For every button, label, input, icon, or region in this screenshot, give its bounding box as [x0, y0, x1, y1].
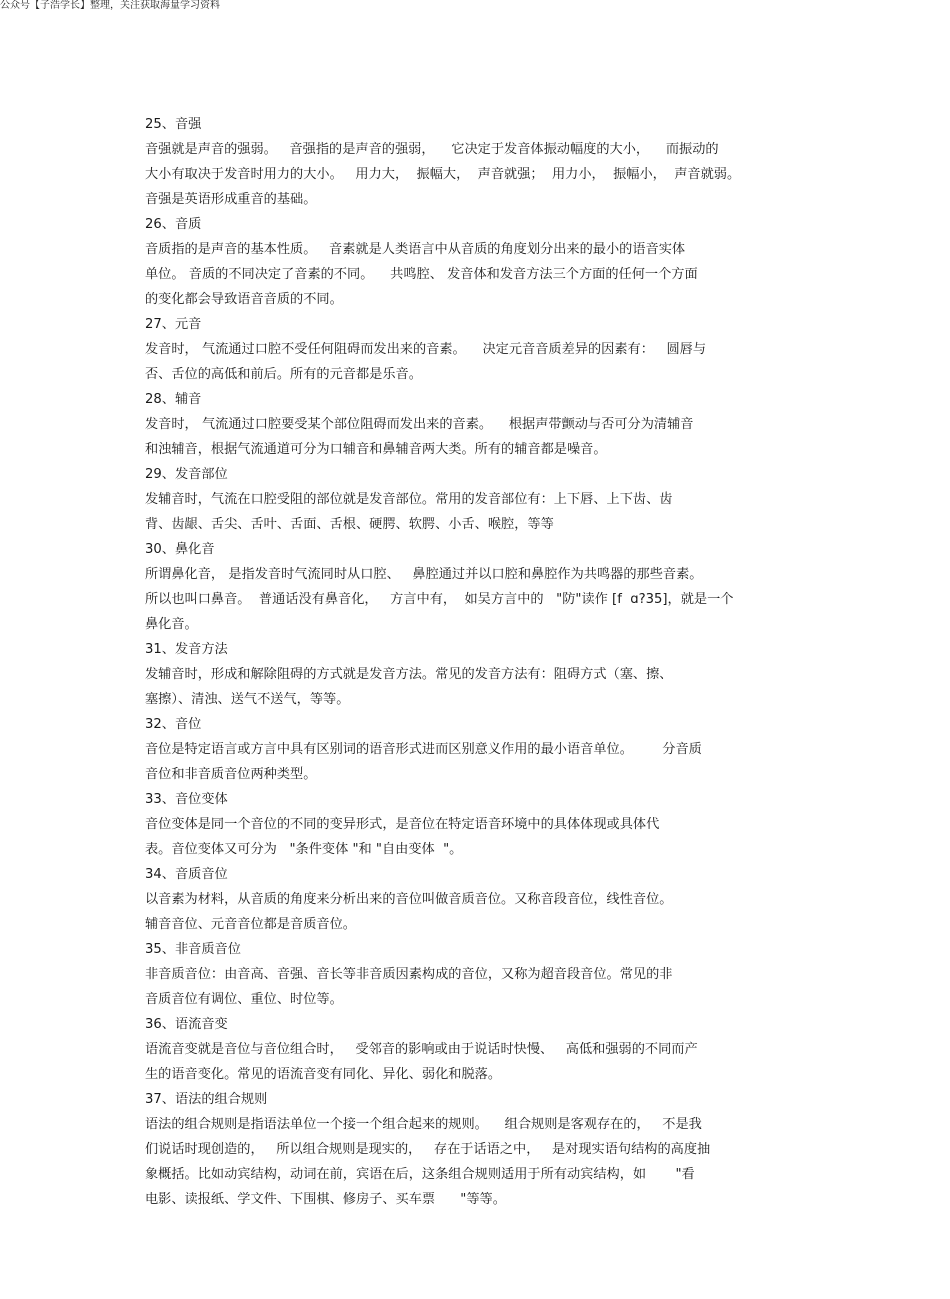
text-line: 音强是英语形成重音的基础。 [145, 192, 317, 207]
heading-35: 35、非音质音位 [145, 942, 241, 957]
heading-31: 31、发音方法 [145, 642, 228, 657]
text-line: 发音时， 气流通过口腔要受某个部位阻碍而发出来的音素。 根据声带颤动与否可分为清辅音 [145, 417, 694, 432]
text-line: 否、舌位的高低和前后。所有的元音都是乐音。 [145, 367, 422, 382]
text-line: 单位。 音质的不同决定了音素的不同。 共鸣腔、 发音体和发音方法三个方面的任何一个方面 [145, 267, 698, 282]
text-line: 辅音音位、元音音位都是音质音位。 [145, 917, 356, 932]
heading-29: 29、发音部位 [145, 467, 228, 482]
heading-34: 34、音质音位 [145, 867, 228, 882]
text-line: 鼻化音。 [145, 617, 198, 632]
heading-37: 37、语法的组合规则 [145, 1092, 268, 1107]
text-line: 所以也叫口鼻音。 普通话没有鼻音化， 方言中有， 如吴方言中的 "防"读作 [f ɑ?35]，就是一个 [145, 592, 734, 607]
text-line: 音强就是声音的强弱。 音强指的是声音的强弱， 它决定于发音体振动幅度的大小， 而振动的 [145, 142, 719, 157]
text-line: 表。音位变体又可分为 "条件变体 "和 "自由变体 "。 [145, 842, 463, 857]
text-line: 大小有取决于发音时用力的大小。 用力大， 振幅大， 声音就强； 用力小， 振幅小， 声音就弱。 [145, 167, 741, 182]
heading-33: 33、音位变体 [145, 792, 228, 807]
heading-26: 26、音质 [145, 217, 202, 232]
text-line: 的变化都会导致语音音质的不同。 [145, 292, 343, 307]
text-line: 发音时， 气流通过口腔不受任何阻碍而发出来的音素。 决定元音音质差异的因素有： 圆唇与 [145, 342, 707, 357]
text-line: 以音素为材料，从音质的角度来分析出来的音位叫做音质音位。又称音段音位，线性音位。 [145, 892, 673, 907]
text-line: 象概括。比如动宾结构，动词在前，宾语在后，这条组合规则适用于所有动宾结构，如 "看 [145, 1167, 695, 1182]
heading-32: 32、音位 [145, 717, 202, 732]
heading-36: 36、语流音变 [145, 1017, 228, 1032]
text-line: 塞擦）、清浊、送气不送气，等等。 [145, 692, 350, 707]
text-line: 音质音位有调位、重位、时位等。 [145, 992, 343, 1007]
text-line: 发辅音时，形成和解除阻碍的方式就是发音方法。常见的发音方法有：阻碍方式（塞、擦、 [145, 667, 673, 682]
heading-28: 28、辅音 [145, 392, 202, 407]
text-line: 非音质音位：由音高、音强、音长等非音质因素构成的音位，又称为超音段音位。常见的非 [145, 967, 673, 982]
document-body [145, 112, 810, 1212]
text-line: 音位变体是同一个音位的不同的变异形式，是音位在特定语音环境中的具体体现或具体代 [145, 817, 660, 832]
text-line: 语流音变就是音位与音位组合时， 受邻音的影响或由于说话时快慢、 高低和强弱的不同而产 [145, 1042, 698, 1057]
heading-30: 30、鼻化音 [145, 542, 215, 557]
text-line: 所谓鼻化音， 是指发音时气流同时从口腔、 鼻腔通过并以口腔和鼻腔作为共鸣器的那些音素。 [145, 567, 703, 582]
text-line: 背、齿龈、舌尖、舌叶、舌面、舌根、硬腭、软腭、小舌、喉腔，等等 [145, 517, 554, 532]
heading-27: 27、元音 [145, 317, 202, 332]
text-line: 生的语音变化。常见的语流音变有同化、异化、弱化和脱落。 [145, 1067, 502, 1082]
text-line: 发辅音时，气流在口腔受阻的部位就是发音部位。常用的发音部位有：上下唇、上下齿、齿 [145, 492, 673, 507]
header-note: 公众号【子浩学长】整理，关注获取海量学习资料 [0, 0, 220, 11]
text-line: 和浊辅音，根据气流通道可分为口辅音和鼻辅音两大类。所有的辅音都是噪音。 [145, 442, 607, 457]
text-line: 电影、读报纸、学文件、下围棋、修房子、买车票 "等等。 [145, 1192, 506, 1207]
text-line: 们说话时现创造的， 所以组合规则是现实的， 存在于话语之中， 是对现实语句结构的高度抽 [145, 1142, 711, 1157]
text-line: 音位和非音质音位两种类型。 [145, 767, 317, 782]
text-line: 语法的组合规则是指语法单位一个接一个组合起来的规则。 组合规则是客观存在的， 不是我 [145, 1117, 702, 1132]
heading-25: 25、音强 [145, 117, 202, 132]
text-line: 音位是特定语言或方言中具有区别词的语音形式进而区别意义作用的最小语音单位。 分音质 [145, 742, 702, 757]
text-line: 音质指的是声音的基本性质。 音素就是人类语言中从音质的角度划分出来的最小的语音实体 [145, 242, 686, 257]
